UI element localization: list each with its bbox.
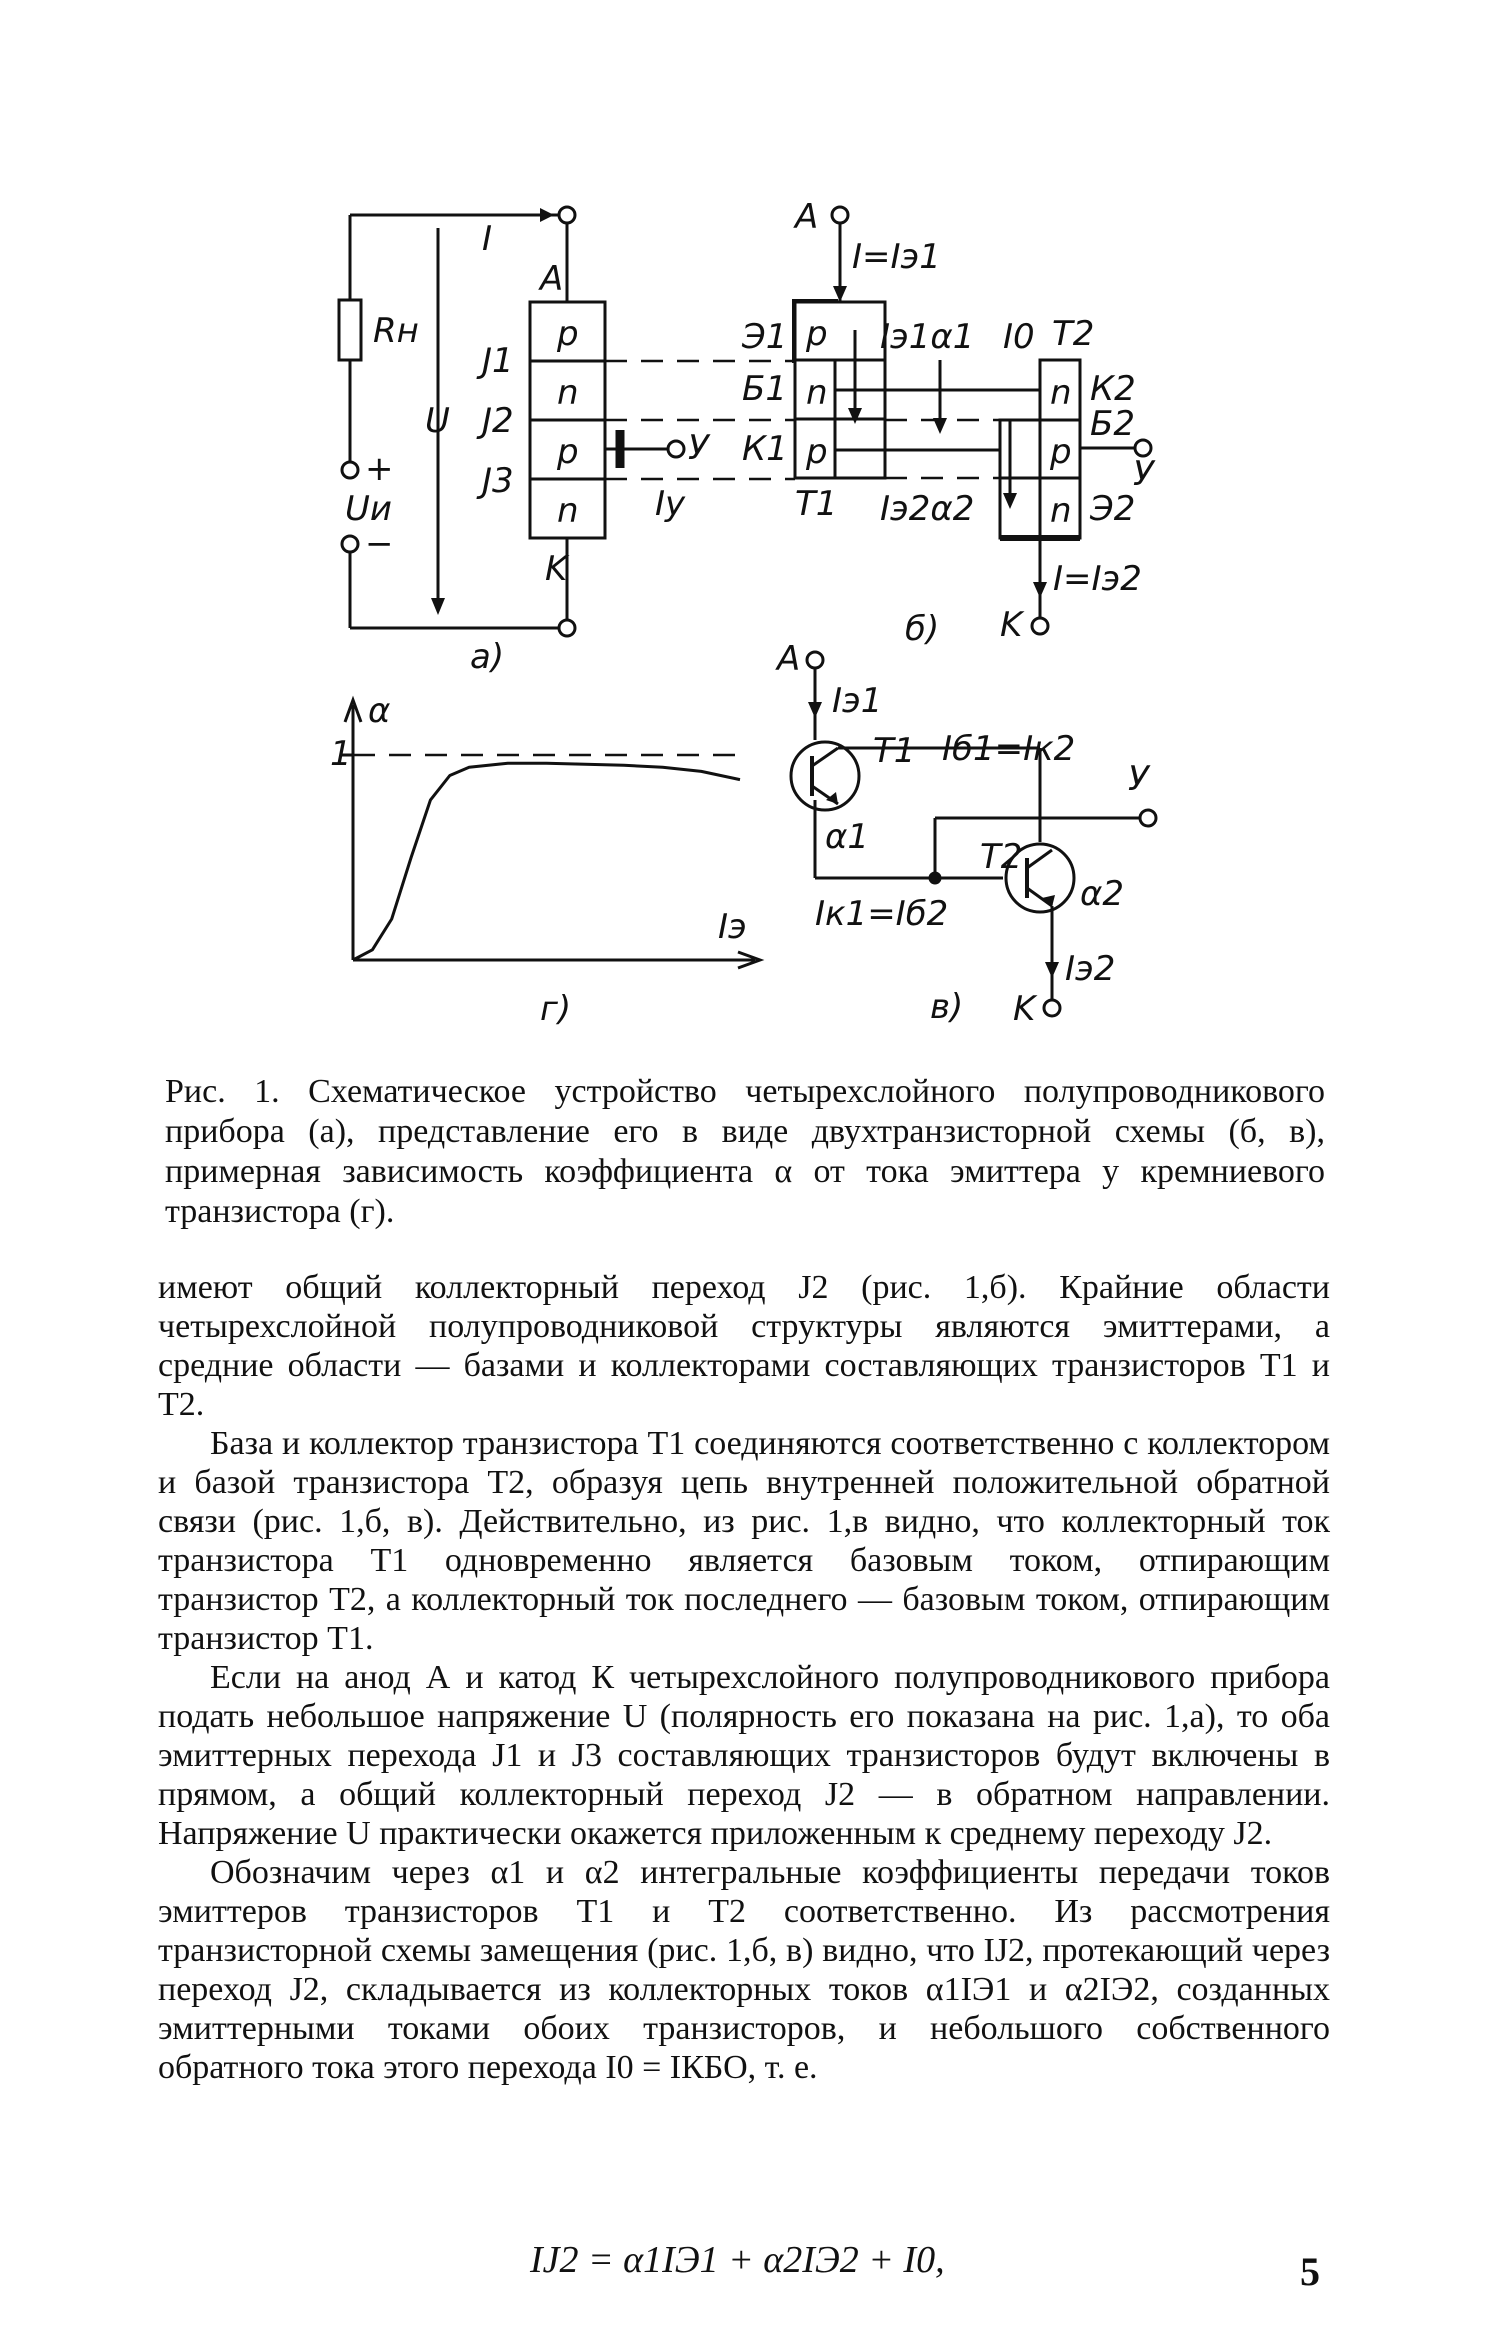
layer-b-5: p [1050, 432, 1072, 472]
series-line-alpha [353, 763, 740, 960]
label-g-xaxis: Iэ [718, 907, 747, 947]
alpha-chart [353, 755, 745, 960]
arrow-v-bottom [1045, 962, 1059, 978]
label-v-t2: T2 [980, 837, 1023, 877]
label-control-current: Iу [655, 484, 686, 524]
paragraph-3: Если на анод А и катод К четырехслойного полупроводникового прибора подать небольшое напряжение U (полярность его показана на рис. 1,а), то оба эмиттерных перехода J1 и J3 составляющих транзисторов будут включены в прямом, а общий коллекторный переход J2 — в обратном направлении. Напряжение U практически окажется приложенным к среднему переходу J2. [158, 1659, 1330, 1852]
page-number: 5 [1300, 2249, 1320, 2294]
label-b-t1: T1 [795, 484, 838, 524]
label-g-yaxis: α [368, 691, 391, 731]
label-b-e1: Э1 [742, 317, 788, 357]
layer-b-2: n [806, 373, 828, 413]
figure-svg [0, 0, 1488, 1060]
label-b-control: У [1133, 454, 1154, 494]
figure-1 [0, 0, 1488, 1060]
panel-g-axes [340, 700, 760, 968]
label-b-k1: К1 [742, 429, 788, 469]
figure-caption: Рис. 1. Схематическое устройство четырехслойного полупроводникового прибора (а), представление его в виде двухтранзисторной схемы (б, в), примерная зависимость коэффициента α от тока эмиттера у кремниевого транзистора (г). [165, 1073, 1325, 1230]
label-v-cathode: K [1013, 989, 1036, 1029]
label-v-t1: T1 [873, 731, 916, 771]
label-b-k2: К2 [1090, 369, 1136, 409]
label-b-top-current: I=Iэ1 [852, 237, 941, 277]
label-plus: + [365, 449, 394, 489]
label-source: Uи [345, 489, 392, 529]
label-v-alpha1: α1 [825, 817, 870, 857]
layer-a-3: p [557, 432, 579, 472]
label-j3: J3 [482, 461, 514, 501]
label-b-ie1a1: Iэ1α1 [880, 317, 975, 357]
label-b-bottom-current: I=Iэ2 [1053, 559, 1142, 599]
label-b-cathode: K [1000, 605, 1023, 645]
layer-b-6: n [1050, 491, 1072, 531]
label-v-control: У [1128, 759, 1149, 799]
label-panel-a: а) [470, 637, 505, 677]
label-minus: − [365, 524, 394, 564]
paragraph-4: Обозначим через α1 и α2 интегральные коэффициенты передачи токов эмиттеров транзисторов T1 и T2 соответственно. Из рассмотрения транзисторной схемы замещения (рис. 1,б, в) видно, что IJ2, протекающий через переход J2, складывается из коллекторных токов α1IЭ1 и α2IЭ2, созданных эмиттерными токами обоих транзисторов, и небольшого собственного обратного тока этого перехода I0 = IКБО, т. е. [158, 1854, 1330, 2086]
label-b-i0: I0 [1003, 317, 1035, 357]
label-panel-g: г) [540, 989, 572, 1029]
label-b-b2: Б2 [1090, 404, 1135, 444]
label-v-anode: A [777, 639, 801, 679]
label-v-alpha2: α2 [1080, 874, 1125, 914]
equation: IJ2 = α1IЭ1 + α2IЭ2 + I0, [530, 2239, 945, 2281]
layer-a-2: n [557, 373, 579, 413]
label-a-current: I [482, 219, 493, 259]
label-v-ie1: Iэ1 [832, 681, 883, 721]
paragraph-1: имеют общий коллекторный переход J2 (рис. 1,б). Крайние области четырехслойной полупроводниковой структуры являются эмиттерами, а средние области — базами и коллекторами составляющих транзисторов T1 и T2. [158, 1269, 1330, 1423]
label-b-anode: A [795, 197, 819, 237]
label-v-ie2: Iэ2 [1065, 949, 1116, 989]
arrow-b-i0 [933, 418, 947, 434]
label-j1: J1 [482, 341, 514, 381]
layer-a-1: p [557, 314, 579, 354]
label-b-b1: Б1 [742, 369, 787, 409]
label-panel-b: б) [905, 609, 940, 649]
label-g-ytick: 1 [330, 734, 352, 774]
label-panel-v: в) [930, 987, 964, 1027]
arrow-a-top [540, 208, 554, 222]
label-b-t2: T2 [1052, 314, 1095, 354]
body-text [158, 1268, 1330, 2087]
label-a-anode: A [540, 259, 564, 299]
label-load: Rн [373, 311, 419, 351]
label-v-ik1: Iк1=Iб2 [815, 894, 949, 934]
layer-b-4: n [1050, 373, 1072, 413]
paragraph-2: База и коллектор транзистора T1 соединяются соответственно с коллектором и базой транзистора T2, образуя цепь внутренней положительной обратной связи (рис. 1,б, в). Действительно, из рис. 1,в видно, что коллекторный ток транзистора T1 одновременно является базовым током, отпирающим транзистор T2, а коллекторный ток последнего — базовым током, отпирающим транзистор T1. [158, 1425, 1330, 1657]
arrow-a-voltage [431, 598, 445, 615]
label-b-e2: Э2 [1090, 489, 1136, 529]
label-a-cathode: K [545, 549, 568, 589]
label-voltage: U [425, 401, 450, 441]
arrow-b-bottom [1033, 582, 1047, 598]
label-b-ie2a2: Iэ2α2 [880, 489, 975, 529]
label-v-ib1: Iб1=Iк2 [942, 729, 1076, 769]
label-control-a: У [688, 428, 709, 468]
label-j2: J2 [482, 401, 514, 441]
arrow-v-top [808, 702, 822, 718]
layer-a-4: n [557, 491, 579, 531]
layer-b-1: p [806, 314, 828, 354]
layer-b-3: p [806, 432, 828, 472]
